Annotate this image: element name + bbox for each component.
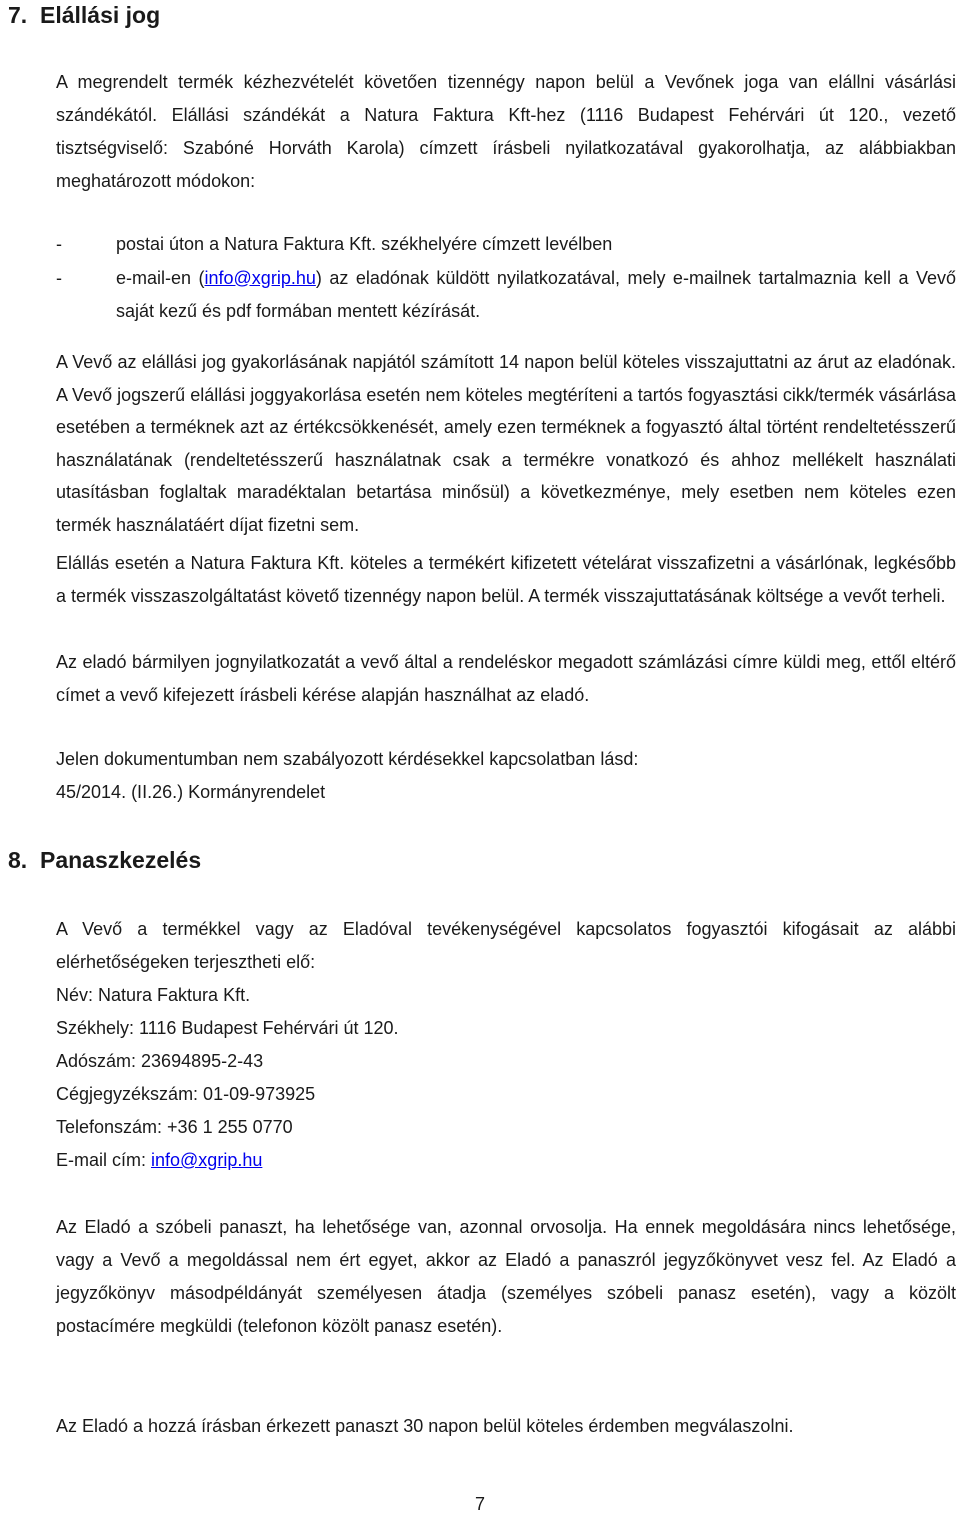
section-8-number: 8.: [8, 847, 28, 873]
reference-line-2: 45/2014. (II.26.) Kormányrendelet: [56, 782, 326, 802]
section-7-title: Elállási jog: [40, 2, 161, 28]
subsection-8-3-text: Az Eladó a hozzá írásban érkezett panaszt 30 napon belül köteles érdemben megválaszolni.: [56, 1416, 794, 1436]
bullet-postal-text: postai úton a Natura Faktura Kft. székhelyére címzett levélben: [116, 234, 613, 254]
bullet-email-post: ) az eladónak küldött nyilatkozatával, mely e-mailnek tartalmaznia kell a Vevő saját kezű és pdf formában mentett kézírását.: [116, 267, 956, 321]
contact-email-label: E-mail cím:: [56, 1150, 152, 1170]
contact-name: Név: Natura Faktura Kft.: [56, 985, 251, 1005]
subsection-8-2-text-wrap: [8, 1211, 956, 1343]
subsection-8-3-number: [8, 1410, 56, 1443]
list-item: [56, 262, 956, 329]
subsection-8-1-text-wrap: [8, 913, 956, 979]
subsection-8-2-number: [8, 1211, 56, 1244]
subsection-8-3: [8, 1410, 956, 1443]
email-link[interactable]: info@xgrip.hu: [204, 267, 316, 288]
section-7-paragraph-return: A Vevő az elállási jog gyakorlásának napjától számított 14 napon belül köteles visszajuttatni az árut az eladónak. A Vevő jogszerű elállási joggyakorlása esetén nem köteles megtéríteni a tartós fogyasztási cikk/termék vásárlása esetében a terméknek azt az értékcsökkenését, amely ezen terméknek a fogyasztó által történt rendeltetésszerű használatának (rendeltetésszerű használatnak csak a termékre vonatkozó és ahhoz mellékelt használati utasításban foglaltak maradéktalan betartása minősül) a következménye, mely esetben nem köteles ezen termék használatáért díjat fizetni sem.: [56, 352, 956, 535]
section-7-heading: [8, 0, 160, 30]
section-7-paragraph-reference: [56, 743, 956, 809]
subsection-8-1: [8, 913, 956, 979]
contact-tax-number: Adószám: 23694895-2-43: [56, 1051, 264, 1071]
section-7-number: 7.: [8, 2, 28, 28]
subsection-8-3-text-wrap: [8, 1410, 956, 1443]
section-7-paragraph-notices: Az eladó bármilyen jognyilatkozatát a vevő által a rendeléskor megadott számlázási címre küldi meg, ettől eltérő címet a vevő kifejezett írásbeli kérése alapján használhat az eladó.: [56, 652, 956, 705]
withdrawal-methods-list: [56, 228, 956, 329]
contact-email: [56, 1144, 399, 1177]
section-8-heading: [8, 845, 201, 875]
section-7-intro: A megrendelt termék kézhezvételét követően tizennégy napon belül a Vevőnek joga van elállni vásárlási szándékától. Elállási szándékát a Natura Faktura Kft-hez (1116 Budapest Fehérvári út 120., vezető tisztségviselő: Szabóné Horváth Karola) címzett írásbeli nyilatkozatával gyakorolhatja, az alábbiakban meghatározott módokon:: [56, 72, 956, 191]
subsection-8-1-text: A Vevő a termékkel vagy az Eladóval tevékenységével kapcsolatos fogyasztói kifogásait az alábbi elérhetőségeken terjesztheti elő:: [56, 919, 956, 972]
contact-phone: Telefonszám: +36 1 255 0770: [56, 1117, 293, 1137]
bullet-dash: -: [56, 234, 62, 254]
subsection-8-2: [8, 1211, 956, 1343]
contact-email-link[interactable]: info@xgrip.hu: [151, 1150, 263, 1170]
bullet-dash: -: [56, 267, 62, 288]
contact-seat: Székhely: 1116 Budapest Fehérvári út 120.: [56, 1018, 399, 1038]
subsection-8-1-number: [8, 913, 56, 946]
subsection-8-2-text: Az Eladó a szóbeli panaszt, ha lehetősége van, azonnal orvosolja. Ha ennek megoldására nincs lehetősége, vagy a Vevő a megoldással nem ért egyet, akkor az Eladó a panaszról jegyzőkönyvet vesz fel. Az Eladó a jegyzőkönyv másodpéldányát személyesen átadja (személyes szóbeli panasz esetén), vagy a közölt postacímére megküldi (telefonon közölt panasz esetén).: [56, 1217, 956, 1336]
list-item: [56, 228, 956, 262]
bullet-email-pre: e-mail-en (: [116, 267, 205, 288]
section-7-paragraph-refund: Elállás esetén a Natura Faktura Kft. köteles a termékért kifizetett vételárat visszafizetni a vásárlónak, legkésőbb a termék visszaszolgáltatást követő tizennégy napon belül. A termék visszajuttatásának költsége a vevőt terheli.: [56, 553, 956, 606]
section-8-title: Panaszkezelés: [40, 847, 202, 873]
reference-line-1: Jelen dokumentumban nem szabályozott kérdésekkel kapcsolatban lásd:: [56, 749, 639, 769]
contact-registration-number: Cégjegyzékszám: 01-09-973925: [56, 1084, 316, 1104]
page-number: 7: [474, 1494, 485, 1514]
contact-details: [56, 979, 399, 1177]
